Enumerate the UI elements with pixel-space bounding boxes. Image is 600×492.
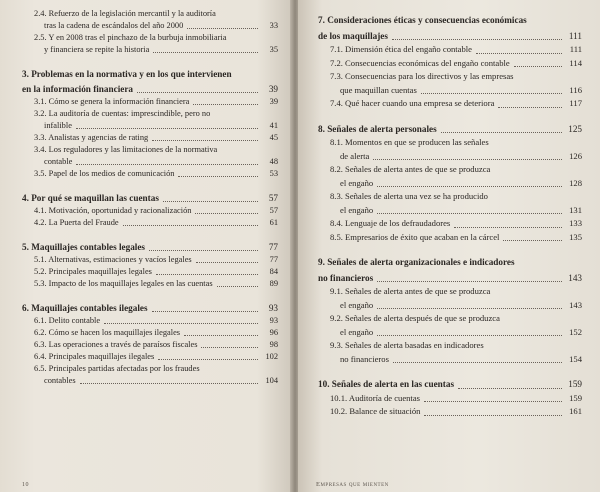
toc-entry-title: 3.1. Cómo se genera la información financiera <box>34 97 190 106</box>
dot-leader <box>80 383 258 384</box>
dot-leader <box>441 132 562 133</box>
toc-entry-page: 161 <box>569 406 582 416</box>
chapter-title[interactable] <box>22 302 278 315</box>
dot-leader <box>393 362 562 363</box>
chapter-title[interactable] <box>318 272 582 286</box>
dot-leader <box>392 39 562 40</box>
chapter-title[interactable]: 3. Problemas en la normativa y en los que intervienen <box>22 69 232 79</box>
dot-leader <box>76 128 258 129</box>
dot-leader <box>514 66 562 67</box>
toc-entry-title: 3.2. La auditoría de cuentas: imprescindible, pero no <box>34 109 211 118</box>
dot-leader <box>377 335 562 336</box>
toc-entry-page: 131 <box>569 204 582 215</box>
toc-entry-title: tras la cadena de escándalos del año 2000 <box>44 21 184 30</box>
toc-entry-page: 104 <box>265 376 278 385</box>
toc-entry[interactable] <box>22 363 278 375</box>
toc-entry[interactable] <box>318 190 582 204</box>
dot-leader <box>201 347 258 348</box>
dot-leader <box>104 323 258 324</box>
toc-entry-title: 8.3. Señales de alerta una vez se ha producido <box>330 191 488 201</box>
toc-entry[interactable] <box>22 254 278 266</box>
dot-leader <box>152 311 258 312</box>
chapter-title-text: 8. Señales de alerta personales <box>318 123 437 134</box>
dot-leader <box>377 213 562 214</box>
toc-entry-title: 5.3. Impacto de los maquillajes legales en las cuentas <box>34 279 213 288</box>
dot-leader <box>76 164 258 165</box>
toc-entry-page: 98 <box>269 340 278 349</box>
toc-entry-title: 5.1. Alternativas, estimaciones y vacíos legales <box>34 255 192 264</box>
toc-entry[interactable] <box>22 217 278 229</box>
toc-entry[interactable] <box>22 327 278 339</box>
toc-chapter <box>318 256 582 366</box>
toc-entry-title: 7.3. Consecuencias para los directivos y las empresas <box>330 71 514 81</box>
chapter-title-text: 5. Maquillajes contables legales <box>22 242 146 252</box>
toc-entry[interactable] <box>318 285 582 299</box>
chapter-page: 93 <box>268 303 278 313</box>
chapter-title[interactable] <box>22 241 278 254</box>
toc-entry-title: 6.2. Cómo se hacen los maquillajes ilegales <box>34 328 181 337</box>
dot-leader <box>152 140 258 141</box>
dot-leader <box>123 225 258 226</box>
toc-chapter-continuation <box>22 8 278 56</box>
toc-entry[interactable] <box>22 351 278 363</box>
chapter-title[interactable]: 9. Señales de alerta organizacionales e indicadores <box>318 257 515 267</box>
toc-entry-title: 8.5. Empresarios de éxito que acaban en la cárcel <box>330 231 500 242</box>
toc-entry[interactable] <box>318 339 582 353</box>
toc-entry-page: 154 <box>569 353 582 364</box>
toc-entry-title: el engaño <box>340 177 374 188</box>
toc-entry-title: infalible <box>44 121 72 130</box>
toc-entry[interactable] <box>22 168 278 180</box>
dot-leader <box>195 213 258 214</box>
toc-entry-page: 152 <box>569 326 582 337</box>
toc-entry-page: 159 <box>569 392 582 403</box>
chapter-page: 57 <box>268 193 278 203</box>
toc-entry-title: 6.4. Principales maquillajes ilegales <box>34 352 155 361</box>
chapter-page: 125 <box>568 123 582 134</box>
toc-entry-page: 33 <box>269 21 278 30</box>
toc-entry-title: que maquillan cuentas <box>340 84 417 95</box>
toc-entry[interactable] <box>22 120 278 132</box>
toc-entry-title: 3.5. Papel de los medios de comunicación <box>34 169 175 178</box>
chapter-page: 39 <box>268 84 278 94</box>
toc-entry[interactable] <box>22 266 278 278</box>
toc-entry[interactable] <box>318 97 582 111</box>
toc-entry-title: 4.1. Motivación, oportunidad y racionalización <box>34 206 192 215</box>
toc-entry[interactable] <box>22 8 278 20</box>
toc-entry-title: 6.5. Principales partidas afectadas por los fraudes <box>34 364 200 373</box>
toc-entry[interactable] <box>318 177 582 191</box>
toc-entry-title: 3.3. Analistas y agencias de rating <box>34 133 149 142</box>
toc-entry[interactable] <box>22 44 278 56</box>
toc-entry-title: 7.1. Dimensión ética del engaño contable <box>330 44 472 54</box>
toc-entry[interactable] <box>318 299 582 313</box>
chapter-page: 143 <box>568 272 582 283</box>
dot-leader <box>187 28 258 29</box>
toc-entry-title: 8.2. Señales de alerta antes de que se produzca <box>330 164 491 174</box>
toc-entry-title: 2.4. Refuerzo de la legislación mercantil y la auditoría <box>34 9 216 18</box>
toc-entry-page: 35 <box>269 45 278 54</box>
toc-entry-title: 10.1. Auditoría de cuentas <box>330 392 420 403</box>
toc-entry-page: 126 <box>569 150 582 161</box>
dot-leader <box>184 335 258 336</box>
toc-entry-page: 48 <box>269 157 278 166</box>
chapter-title-text: 6. Maquillajes contables ilegales <box>22 303 148 313</box>
toc-entry-title: 4.2. La Puerta del Fraude <box>34 218 119 227</box>
left-page <box>0 0 292 492</box>
dot-leader <box>503 240 562 241</box>
dot-leader <box>193 104 258 105</box>
dot-leader <box>454 227 562 228</box>
toc-chapter <box>22 192 278 229</box>
toc-entry-page: 89 <box>269 279 278 288</box>
toc-entry-title: 8.1. Momentos en que se producen las señales <box>330 137 489 147</box>
toc-entry-title: 9.3. Señales de alerta basadas en indicadores <box>330 340 484 350</box>
dot-leader <box>476 53 562 54</box>
chapter-page: 77 <box>268 242 278 252</box>
toc-entry[interactable] <box>22 144 278 156</box>
toc-entry[interactable] <box>318 70 582 84</box>
chapter-title[interactable] <box>318 123 582 137</box>
dot-leader <box>163 201 258 202</box>
chapter-title-text: 4. Por qué se maquillan las cuentas <box>22 193 159 203</box>
toc-entry[interactable] <box>22 132 278 144</box>
toc-chapter <box>22 68 278 180</box>
toc-entry-title: 6.1. Delito contable <box>34 316 101 325</box>
dot-leader <box>137 92 258 93</box>
toc-entry-page: 41 <box>269 121 278 130</box>
toc-entry-title: el engaño <box>340 299 374 310</box>
toc-entry-title: 3.4. Los reguladores y las limitaciones de la normativa <box>34 145 218 154</box>
toc-entry-page: 84 <box>269 267 278 276</box>
chapter-title[interactable]: 7. Consideraciones éticas y consecuencias económicas <box>318 15 527 25</box>
toc-entry-title: de alerta <box>340 150 370 161</box>
dot-leader <box>458 388 562 389</box>
toc-entry[interactable] <box>318 43 582 57</box>
toc-entry-title: contable <box>44 157 73 166</box>
dot-leader <box>424 401 562 402</box>
toc-entry-page: 39 <box>269 97 278 106</box>
toc-entry-title: no financieros <box>340 353 389 364</box>
toc-entry-title: y financiera se repite la historia <box>44 45 150 54</box>
toc-chapter <box>22 241 278 290</box>
toc-entry-title: 5.2. Principales maquillajes legales <box>34 267 152 276</box>
toc-entry[interactable] <box>318 163 582 177</box>
toc-entry[interactable] <box>22 20 278 32</box>
page-folio: 10 <box>22 482 29 488</box>
toc-chapter <box>318 378 582 419</box>
toc-entry-title: el engaño <box>340 326 374 337</box>
toc-entry[interactable] <box>318 392 582 406</box>
chapter-title-text: no financieros <box>318 272 374 283</box>
toc-entry[interactable] <box>318 231 582 245</box>
dot-leader <box>377 308 562 309</box>
toc-entry[interactable] <box>22 32 278 44</box>
dot-leader <box>153 52 258 53</box>
toc-entry[interactable] <box>22 278 278 290</box>
dot-leader <box>377 281 562 282</box>
chapter-page: 159 <box>568 379 582 389</box>
toc-entry-page: 93 <box>269 316 278 325</box>
toc-entry[interactable] <box>318 353 582 367</box>
toc-entry[interactable] <box>318 136 582 150</box>
toc-entry-title: 9.1. Señales de alerta antes de que se produzca <box>330 286 491 296</box>
dot-leader <box>217 286 258 287</box>
dot-leader <box>178 176 258 177</box>
toc-entry-page: 111 <box>569 44 582 54</box>
dot-leader <box>149 250 258 251</box>
dot-leader <box>377 186 562 187</box>
dot-leader <box>498 107 562 108</box>
right-page <box>298 0 600 492</box>
toc-entry-page: 53 <box>269 169 278 178</box>
chapter-title-text: de los maquillajes <box>318 30 388 41</box>
toc-entry-title: 9.2. Señales de alerta después de que se produzca <box>330 313 500 323</box>
toc-entry-page: 135 <box>569 231 582 242</box>
toc-entry[interactable] <box>318 204 582 218</box>
chapter-title[interactable] <box>318 378 582 392</box>
toc-entry[interactable] <box>22 108 278 120</box>
running-footer: Empresas que mienten <box>316 481 389 488</box>
toc-chapter <box>318 14 582 111</box>
toc-entry-page: 102 <box>265 352 278 361</box>
toc-entry-title: el engaño <box>340 204 374 215</box>
toc-chapter <box>22 302 278 387</box>
chapter-title-text: 10. Señales de alerta en las cuentas <box>318 379 455 389</box>
toc-entry-title: 10.2. Balance de situación <box>330 406 421 416</box>
toc-entry-title: 6.3. Las operaciones a través de paraísos fiscales <box>34 340 198 349</box>
toc-entry[interactable] <box>318 84 582 98</box>
dot-leader <box>421 93 562 94</box>
toc-entry[interactable] <box>318 57 582 71</box>
toc-entry[interactable] <box>22 315 278 327</box>
toc-entry-title: 7.2. Consecuencias económicas del engaño contable <box>330 57 510 68</box>
toc-entry-page: 57 <box>269 206 278 215</box>
toc-entry-title: 8.4. Lenguaje de los defraudadores <box>330 218 451 228</box>
chapter-page: 111 <box>568 30 582 41</box>
toc-entry-page: 61 <box>269 218 278 227</box>
toc-entry-page: 116 <box>569 84 582 95</box>
dot-leader <box>158 359 258 360</box>
toc-entry-page: 114 <box>569 57 582 68</box>
chapter-title[interactable] <box>318 30 582 44</box>
dot-leader <box>373 159 562 160</box>
toc-chapter <box>318 123 582 245</box>
toc-entry[interactable] <box>22 96 278 108</box>
toc-entry-page: 133 <box>569 218 582 228</box>
toc-entry[interactable] <box>318 312 582 326</box>
toc-entry-page: 143 <box>569 299 582 310</box>
toc-entry[interactable] <box>22 156 278 168</box>
dot-leader <box>196 262 258 263</box>
toc-entry-page: 45 <box>269 133 278 142</box>
toc-entry[interactable] <box>22 339 278 351</box>
toc-entry[interactable] <box>22 375 278 387</box>
toc-entry-page: 117 <box>569 98 582 108</box>
chapter-title-text: en la información financiera <box>22 84 134 94</box>
toc-entry[interactable] <box>318 217 582 231</box>
toc-entry[interactable] <box>318 326 582 340</box>
toc-entry[interactable] <box>318 150 582 164</box>
chapter-title[interactable] <box>22 192 278 205</box>
toc-entry-title: 7.4. Qué hacer cuando una empresa se deteriora <box>330 98 495 108</box>
toc-entry-page: 96 <box>269 328 278 337</box>
toc-entry[interactable] <box>22 205 278 217</box>
toc-entry-page: 128 <box>569 177 582 188</box>
dot-leader <box>156 274 258 275</box>
dot-leader <box>424 415 562 416</box>
toc-entry-title: 2.5. Y en 2008 tras el pinchazo de la burbuja inmobiliaria <box>34 33 227 42</box>
toc-entry-title: contables <box>44 376 76 385</box>
toc-entry[interactable] <box>318 405 582 419</box>
chapter-title[interactable] <box>22 83 278 96</box>
toc-entry-page: 77 <box>269 255 278 264</box>
